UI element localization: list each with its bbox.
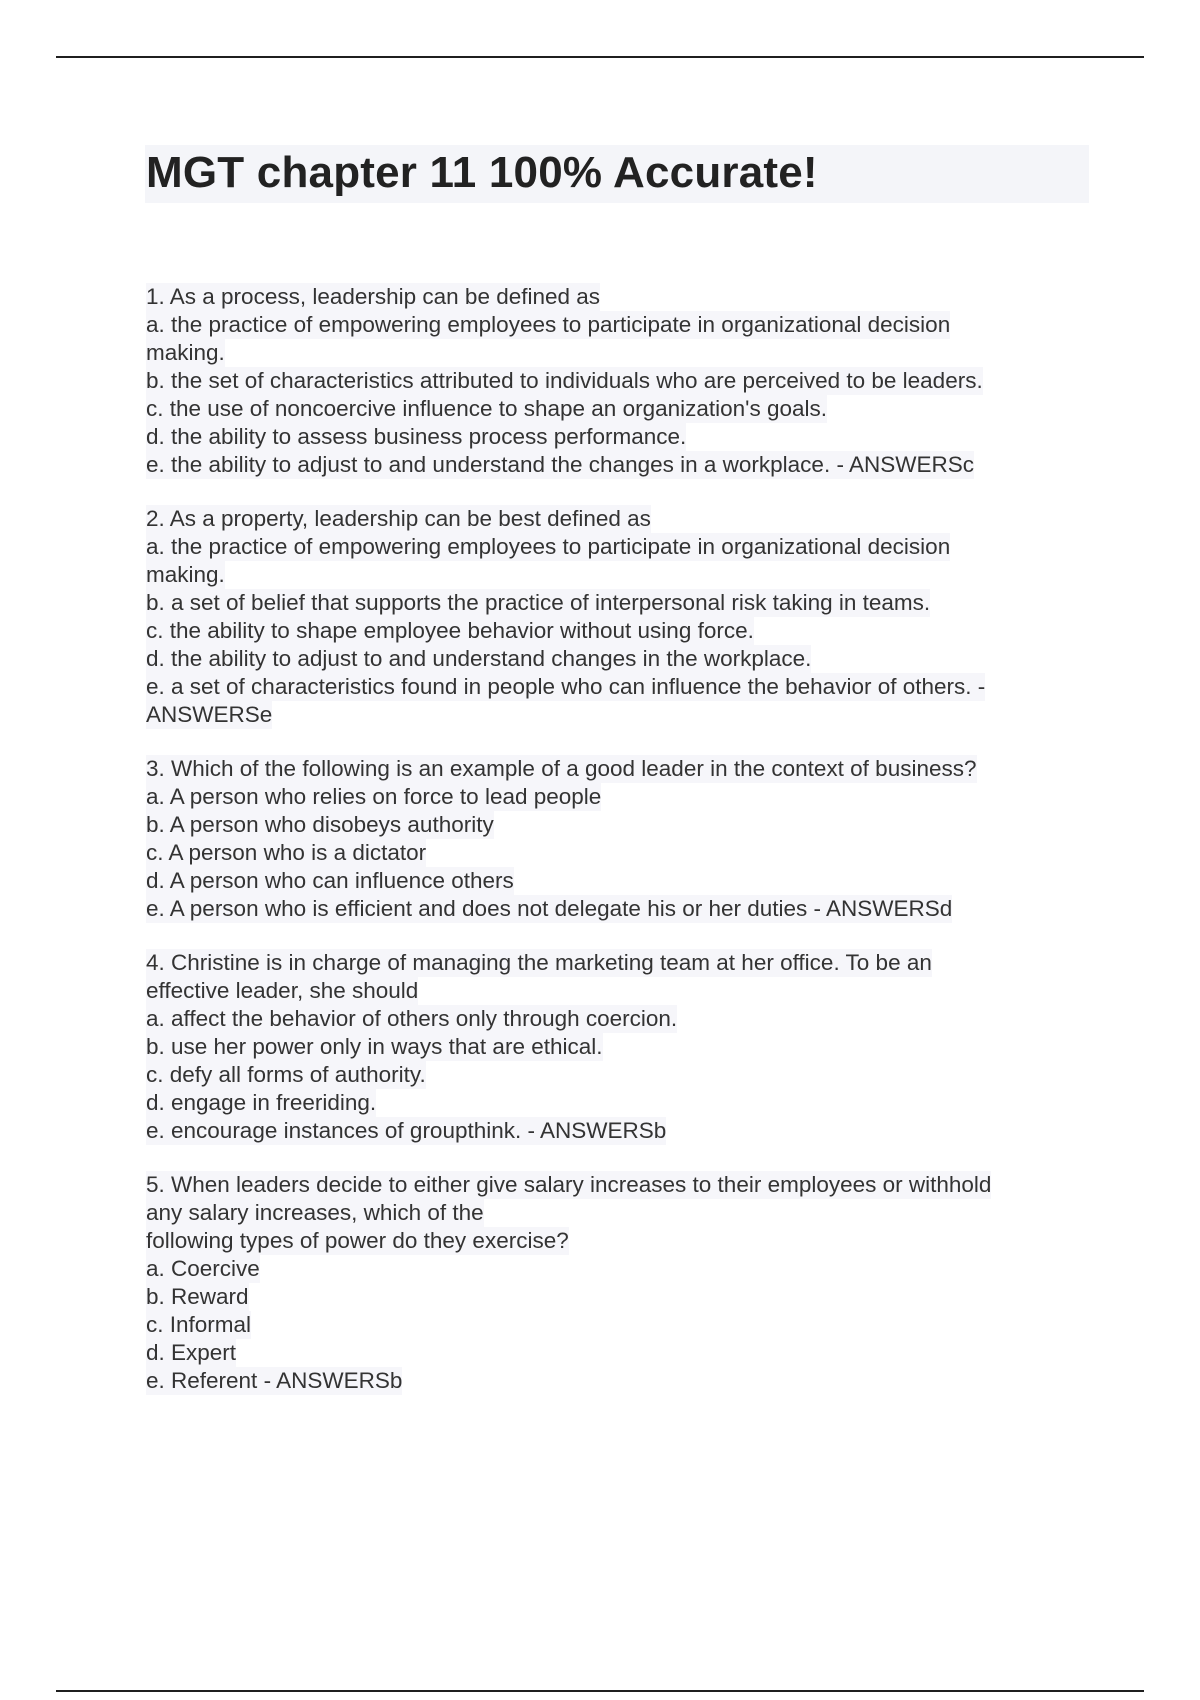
question-stem-continued: effective leader, she should (146, 978, 419, 1003)
answer-option: b. Reward (146, 1284, 249, 1309)
answer-option: c. defy all forms of authority. (146, 1062, 426, 1087)
answer-option: a. Coercive (146, 1256, 260, 1281)
answer-option: d. A person who can influence others (146, 868, 514, 893)
question-5 (146, 1171, 1066, 1395)
answer-option: b. A person who disobeys authority (146, 812, 494, 837)
answer-key: ANSWERSe (146, 702, 273, 727)
question-3 (146, 755, 1066, 923)
answer-option: b. use her power only in ways that are ethical. (146, 1034, 603, 1059)
answer-option: e. a set of characteristics found in people who can influence the behavior of others. - (146, 674, 986, 699)
answer-option: c. the use of noncoercive influence to shape an organization's goals. (146, 396, 827, 421)
question-stem: 3. Which of the following is an example of a good leader in the context of business? (146, 756, 977, 781)
answer-option-with-answer: e. the ability to adjust to and understand the changes in a workplace. - ANSWERSc (146, 452, 974, 477)
question-1 (146, 283, 1066, 479)
answer-option-with-answer: e. encourage instances of groupthink. - ANSWERSb (146, 1118, 667, 1143)
answer-option: d. engage in freeriding. (146, 1090, 377, 1115)
question-2 (146, 505, 1066, 729)
answer-option: c. Informal (146, 1312, 252, 1337)
question-stem: 4. Christine is in charge of managing the marketing team at her office. To be an (146, 950, 932, 975)
answer-option-continued: making. (146, 562, 225, 587)
answer-option: a. the practice of empowering employees to participate in organizational decision (146, 312, 951, 337)
answer-option: b. the set of characteristics attributed to individuals who are perceived to be leaders. (146, 368, 983, 393)
question-list (146, 283, 1066, 1421)
answer-option: c. A person who is a dictator (146, 840, 427, 865)
answer-option-continued: making. (146, 340, 225, 365)
answer-option: d. the ability to adjust to and understand changes in the workplace. (146, 646, 812, 671)
answer-option: b. a set of belief that supports the practice of interpersonal risk taking in teams. (146, 590, 931, 615)
answer-option: a. the practice of empowering employees to participate in organizational decision (146, 534, 951, 559)
question-4 (146, 949, 1066, 1145)
answer-option: d. the ability to assess business process performance. (146, 424, 687, 449)
answer-option-with-answer: e. A person who is efficient and does not delegate his or her duties - ANSWERSd (146, 896, 953, 921)
question-stem: 5. When leaders decide to either give salary increases to their employees or withhold (146, 1172, 992, 1197)
answer-option: a. affect the behavior of others only through coercion. (146, 1006, 678, 1031)
answer-option: a. A person who relies on force to lead people (146, 784, 602, 809)
document-title: MGT chapter 11 100% Accurate! (146, 148, 818, 197)
answer-option: c. the ability to shape employee behavior without using force. (146, 618, 754, 643)
question-stem: 1. As a process, leadership can be defined as (146, 284, 601, 309)
bottom-rule (56, 1690, 1144, 1692)
question-stem-continued: following types of power do they exercise? (146, 1228, 569, 1253)
question-stem: 2. As a property, leadership can be best defined as (146, 506, 651, 531)
answer-option: d. Expert (146, 1340, 237, 1365)
top-rule (56, 56, 1144, 58)
question-stem-continued: any salary increases, which of the (146, 1200, 484, 1225)
answer-option-with-answer: e. Referent - ANSWERSb (146, 1368, 403, 1393)
